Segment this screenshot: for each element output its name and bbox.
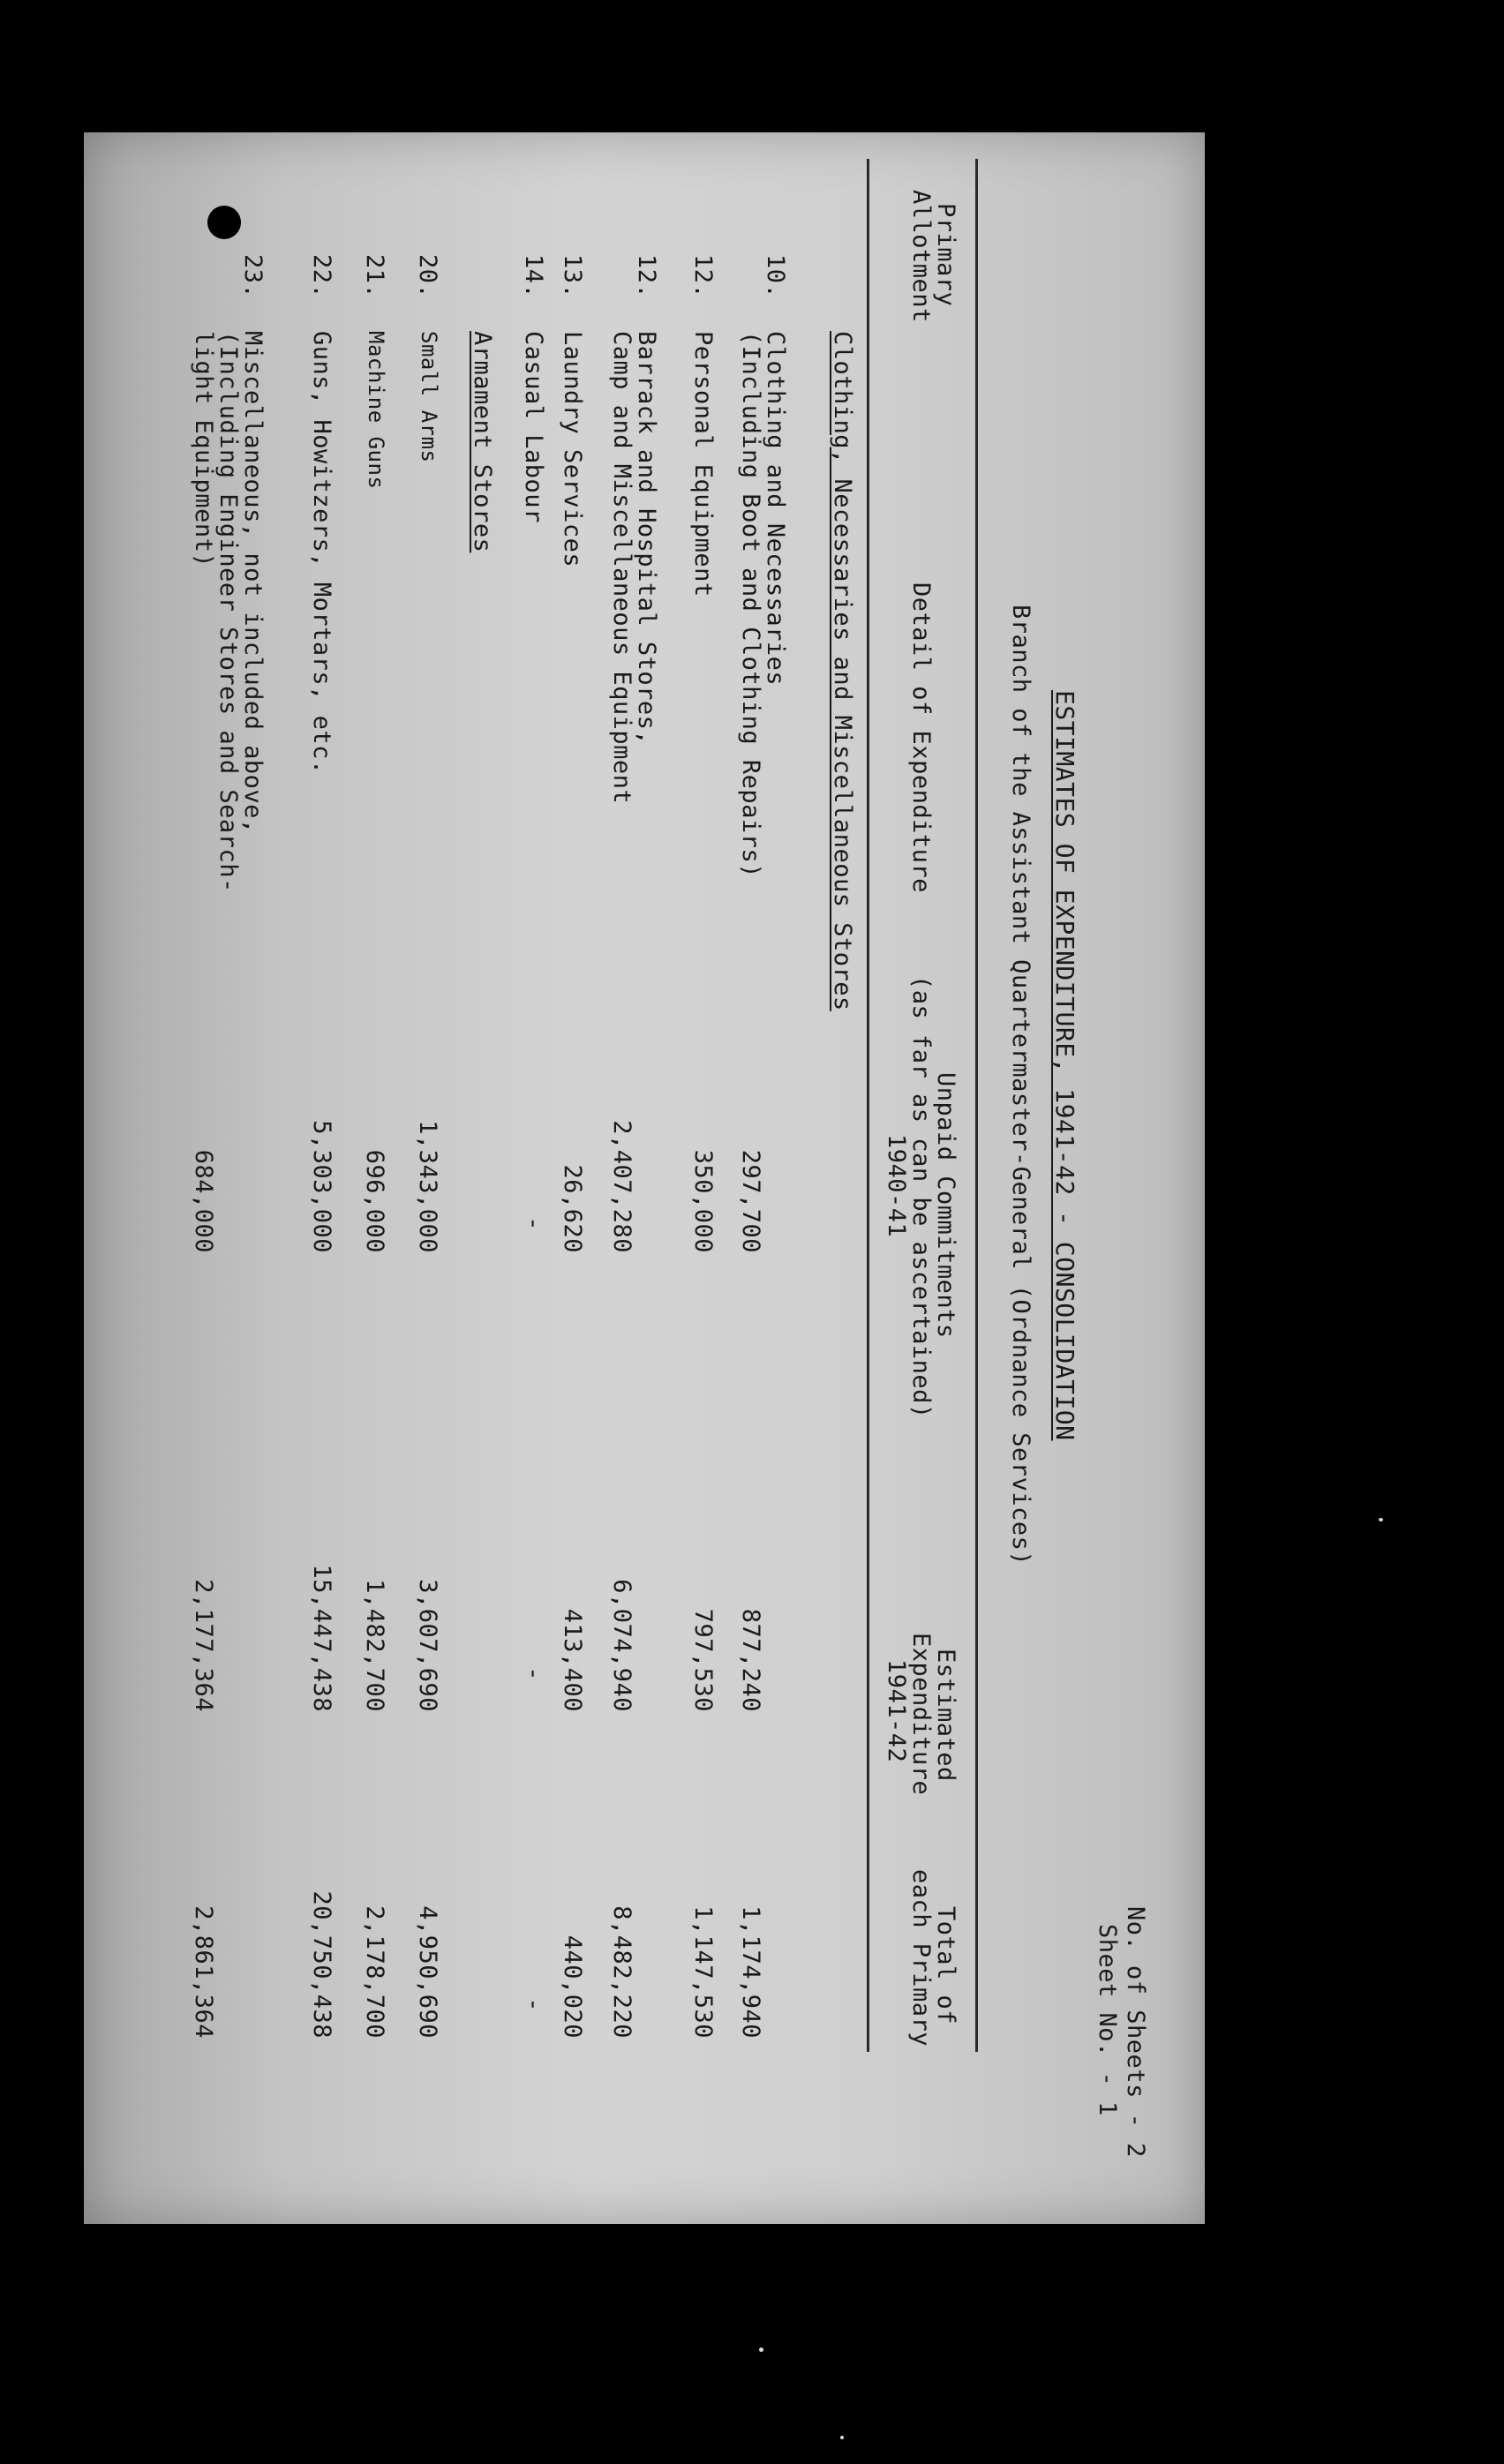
col-estimated-line3: 1941-42 xyxy=(883,1659,910,1763)
row-unpaid: 5,303,000 xyxy=(308,1120,335,1253)
col-total-line1: Total of xyxy=(932,1906,959,2025)
col-unpaid-line2: (as far as can be ascertained) xyxy=(907,975,935,1419)
row-total: 8,482,220 xyxy=(608,1905,635,2039)
row-detail: Personal Equipment xyxy=(689,331,717,597)
row-allotment: 13. xyxy=(559,254,586,299)
header-rule-top xyxy=(975,159,978,2052)
row-detail-cont: (Including Engineer Stores and Search- xyxy=(214,331,242,893)
scan-speck xyxy=(1260,163,1266,171)
row-unpaid: 696,000 xyxy=(361,1149,388,1253)
row-total: 2,861,364 xyxy=(190,1905,217,2039)
scan-speck xyxy=(1379,1518,1383,1521)
row-total: 20,750,438 xyxy=(308,1890,335,2039)
row-allotment: 12. xyxy=(633,254,660,299)
row-unpaid: 297,700 xyxy=(737,1149,764,1253)
row-estimated: 1,482,700 xyxy=(361,1579,388,1712)
document-title: ESTIMATES OF EXPENDITURE, 1941-42 - CONSOLIDATION xyxy=(1050,690,1079,1441)
row-detail: Clothing and Necessaries xyxy=(762,331,789,687)
row-estimated: 6,074,940 xyxy=(608,1579,635,1712)
row-allotment: 12. xyxy=(689,254,717,299)
row-detail: Guns, Howitzers, Mortars, etc. xyxy=(308,331,335,775)
scan-speck xyxy=(1320,214,1323,221)
col-estimated-line2: Expenditure xyxy=(907,1633,935,1796)
scan-speck xyxy=(840,2436,844,2439)
row-unpaid: 26,620 xyxy=(559,1164,586,1253)
row-unpaid: 1,343,000 xyxy=(414,1120,441,1253)
row-unpaid: - xyxy=(520,1216,547,1231)
row-detail: Laundry Services xyxy=(559,331,586,568)
rotated-document-content xyxy=(106,150,1183,2180)
row-detail-cont: Camp and Miscellaneous Equipment xyxy=(608,331,635,805)
row-unpaid: 350,000 xyxy=(689,1149,717,1253)
row-total: 440,020 xyxy=(559,1934,586,2039)
header-rule-bottom xyxy=(867,159,869,2052)
sheet-number: Sheet No. - 1 xyxy=(1094,1924,1121,2116)
col-unpaid-line1: Unpaid Commitments xyxy=(932,1072,959,1339)
col-primary-line2: Allotment xyxy=(907,190,935,323)
row-total: - xyxy=(520,1997,547,2012)
row-allotment: 21. xyxy=(361,254,388,299)
row-detail-cont: light Equipment) xyxy=(190,331,217,568)
row-detail: Small Arms xyxy=(417,331,441,463)
row-estimated: 797,530 xyxy=(689,1608,717,1712)
row-detail: Barrack and Hospital Stores, xyxy=(633,331,660,746)
scan-speck xyxy=(1305,181,1309,185)
row-total: 1,174,940 xyxy=(737,1905,764,2039)
sheets-count: No. of Sheets - 2 xyxy=(1122,1906,1149,2158)
row-total: 4,950,690 xyxy=(414,1905,441,2039)
document-subtitle: Branch of the Assistant Quartermaster-General (Ordnance Services) xyxy=(1007,605,1034,1566)
row-total: 2,178,700 xyxy=(361,1905,388,2039)
scan-speck xyxy=(759,2348,763,2352)
row-unpaid: 684,000 xyxy=(190,1149,217,1253)
row-allotment: 22. xyxy=(308,254,335,299)
row-allotment: 14. xyxy=(520,254,547,299)
row-unpaid: 2,407,280 xyxy=(608,1120,635,1253)
col-unpaid-line3: 1940-41 xyxy=(883,1134,910,1238)
row-estimated: 3,607,690 xyxy=(414,1579,441,1712)
row-estimated: 877,240 xyxy=(737,1608,764,1712)
row-allotment: 20. xyxy=(414,254,441,299)
row-allotment: 23. xyxy=(239,254,267,299)
col-estimated-line1: Estimated xyxy=(932,1649,959,1782)
row-estimated: 413,400 xyxy=(559,1608,586,1712)
row-detail: Machine Guns xyxy=(364,331,388,490)
section-clothing-heading: Clothing, Necessaries and Miscellaneous Stores xyxy=(829,331,856,1011)
row-total: 1,147,530 xyxy=(689,1905,717,2039)
row-estimated: 15,447,438 xyxy=(308,1564,335,1712)
row-allotment: 10. xyxy=(762,254,789,299)
row-estimated: 2,177,364 xyxy=(190,1579,217,1712)
row-detail-cont: (Including Boot and Clothing Repairs) xyxy=(737,331,764,878)
row-detail: Miscellaneous, not included above, xyxy=(239,331,267,834)
col-total-line2: each Primary xyxy=(907,1869,935,2047)
row-detail: Casual Labour xyxy=(520,331,547,523)
row-estimated: - xyxy=(520,1666,547,1681)
col-primary-line1: Primary xyxy=(932,203,959,307)
col-detail: Detail of Expenditure xyxy=(907,582,935,893)
section-armament-heading: Armament Stores xyxy=(469,331,496,553)
